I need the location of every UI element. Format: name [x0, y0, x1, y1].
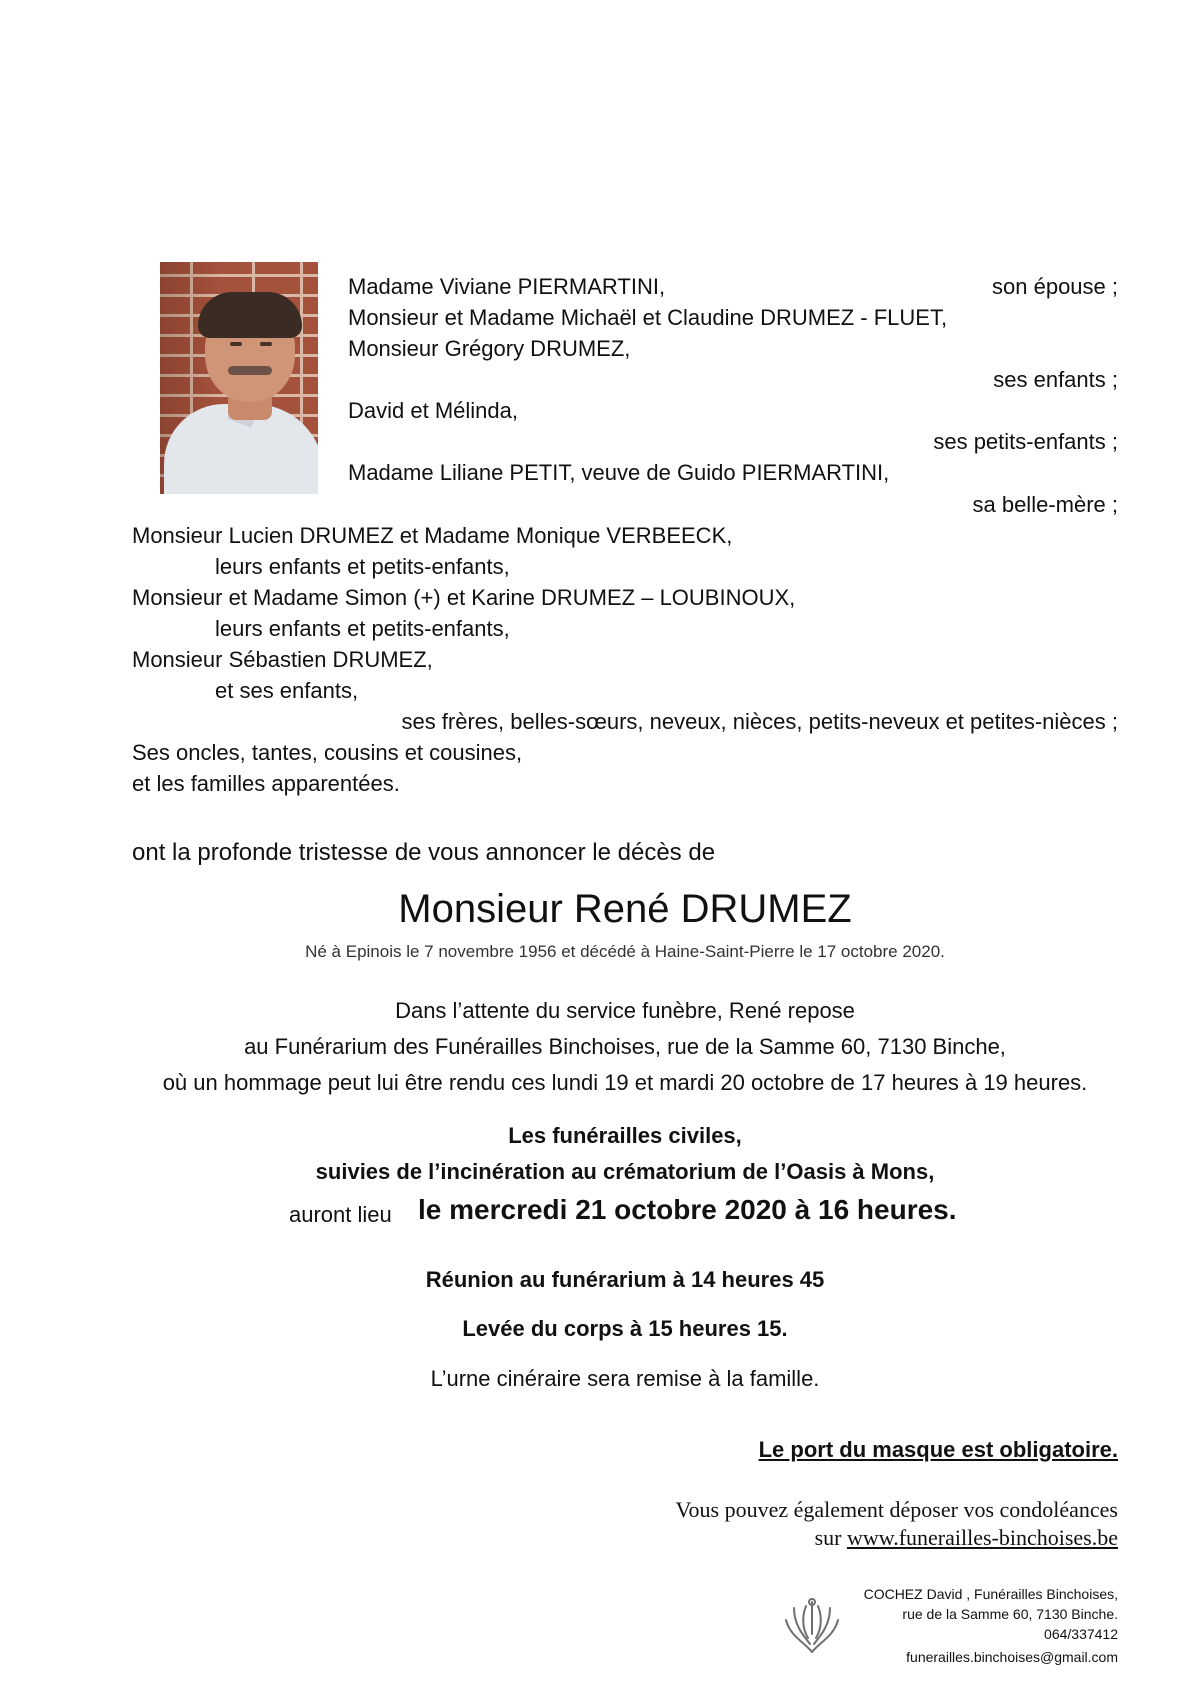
sibling-3: Monsieur Sébastien DRUMEZ,: [132, 647, 433, 672]
related-families: et les familles apparentées.: [132, 771, 400, 796]
siblings-role: ses frères, belles-sœurs, neveux, nièces, petits-neveux et petites-nièces ;: [401, 709, 1118, 734]
footer-phone: 064/337412: [1044, 1626, 1118, 1642]
mother-in-law: Madame Liliane PETIT, veuve de Guido PIERMARTINI,: [348, 460, 890, 485]
phoenix-logo-icon: [780, 1594, 844, 1658]
condolences-prefix: sur: [814, 1525, 842, 1550]
service-line-3: où un hommage peut lui être rendu ces lundi 19 et mardi 20 octobre de 17 heures à 19 heures.: [162, 1070, 1088, 1095]
service-line-1: Dans l’attente du service funèbre, René repose: [395, 998, 855, 1023]
condolences-url-line: [815, 1524, 1118, 1552]
sibling-1: Monsieur Lucien DRUMEZ et Madame Monique VERBEECK,: [132, 523, 733, 548]
mask-notice: Le port du masque est obligatoire.: [758, 1437, 1118, 1462]
service-line-2: au Funérarium des Funérailles Binchoises, rue de la Samme 60, 7130 Binche,: [244, 1034, 1006, 1059]
sibling-2-kids: leurs enfants et petits-enfants,: [215, 616, 510, 641]
footer-address: rue de la Samme 60, 7130 Binche.: [902, 1606, 1118, 1622]
grandchildren: David et Mélinda,: [348, 398, 518, 423]
child-2: Monsieur Grégory DRUMEZ,: [348, 336, 631, 361]
birth-death-dates: Né à Epinois le 7 novembre 1956 et décédé à Haine-Saint-Pierre le 17 octobre 2020.: [305, 942, 945, 961]
portrait-photo: [160, 262, 318, 494]
spouse-name: Madame Viviane PIERMARTINI,: [348, 274, 666, 299]
footer-company: COCHEZ David , Funérailles Binchoises,: [863, 1586, 1118, 1602]
condolences-url-link[interactable]: www.funerailles-binchoises.be: [846, 1525, 1118, 1550]
levee-time: Levée du corps à 15 heures 15.: [462, 1316, 788, 1341]
grandchildren-role: ses petits-enfants ;: [933, 429, 1118, 454]
meeting-time: Réunion au funérarium à 14 heures 45: [425, 1267, 825, 1292]
children-role: ses enfants ;: [993, 367, 1118, 392]
condolences-line: Vous pouvez également déposer vos condoléances: [675, 1497, 1118, 1522]
ceremony-line-1: Les funérailles civiles,: [508, 1123, 742, 1148]
sibling-1-kids: leurs enfants et petits-enfants,: [215, 554, 510, 579]
footer-email[interactable]: funerailles.binchoises@gmail.com: [906, 1649, 1118, 1665]
ceremony-date: le mercredi 21 octobre 2020 à 16 heures.: [418, 1194, 957, 1225]
mother-in-law-role: sa belle-mère ;: [972, 492, 1118, 517]
extended-family: Ses oncles, tantes, cousins et cousines,: [132, 740, 523, 765]
sibling-2: Monsieur et Madame Simon (+) et Karine DRUMEZ – LOUBINOUX,: [132, 585, 796, 610]
ceremony-prefix: auront lieu: [289, 1202, 392, 1227]
announcement-intro: ont la profonde tristesse de vous annoncer le décès de: [132, 839, 716, 866]
deceased-name: Monsieur René DRUMEZ: [398, 887, 852, 931]
child-1: Monsieur et Madame Michaël et Claudine DRUMEZ - FLUET,: [348, 305, 948, 330]
sibling-3-kids: et ses enfants,: [215, 678, 359, 703]
spouse-role: son épouse ;: [992, 274, 1118, 299]
urn-notice: L’urne cinéraire sera remise à la famille.: [430, 1366, 820, 1391]
ceremony-line-2: suivies de l’incinération au crématorium de l’Oasis à Mons,: [315, 1159, 935, 1184]
